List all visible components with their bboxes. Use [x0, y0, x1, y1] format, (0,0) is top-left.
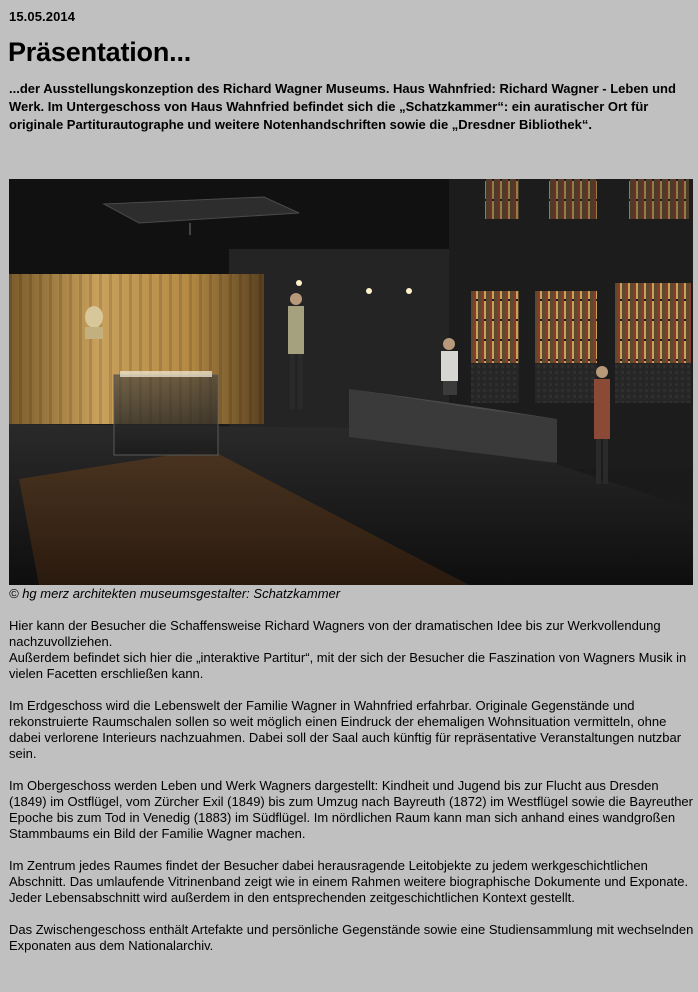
- body-paragraph: Das Zwischengeschoss enthält Artefakte und persönliche Gegenstände sowie eine Studiensammlung mit wechselnden Exponaten aus dem Nationalarchiv.: [9, 922, 694, 953]
- body-paragraph: Im Obergeschoss werden Leben und Werk Wagners dargestellt: Kindheit und Jugend bis zur Flucht aus Dresden (1849) im Ostflügel, vom Zürcher Exil (1849) bis zum Umzug nach Bayreuth (1872) im Westflügel sowie die Bayreuther Epoche bis zum Tod in Venedig (1883) im Südflügel. Im nördlichen Raum kann man sich anhand eines wandgroßen Stammbaums ein Bild der Familie Wagner machen.: [9, 778, 693, 841]
- body-paragraph: Im Zentrum jedes Raumes findet der Besucher dabei herausragende Leitobjekte zu jedem werkgeschichtlichen Abschnitt. Das umlaufende Vitrinenband zeigt wie in einem Rahmen weitere biographische Dokumente und Exponate. Jeder Lebensabschnitt wird außerdem in den entsprechenden zeitgeschichtlichen Kontext gestellt.: [9, 858, 689, 905]
- schatzkammer-image: [9, 179, 693, 585]
- image-caption: © hg merz architekten museumsgestalter: Schatzkammer: [9, 586, 341, 601]
- schatzkammer-illustration: [9, 179, 693, 585]
- body-paragraph-line: Hier kann der Besucher die Schaffensweise Richard Wagners von der dramatischen Idee bis zur Werkvollendung nachzuvollziehen.: [9, 618, 661, 649]
- article-lead: ...der Ausstellungskonzeption des Richard Wagner Museums. Haus Wahnfried: Richard Wagner - Leben und Werk. Im Untergeschoss von Haus Wahnfried befindet sich die „Schatzkammer“: ein auratischer Ort für originale Partiturautographe und weitere Notenhandschriften sowie die „Dresdner Bibliothek“.: [9, 81, 676, 132]
- article-date: 15.05.2014: [9, 9, 76, 24]
- body-paragraph-line: Außerdem befindet sich hier die „interaktive Partitur“, mit der sich der Besucher die Faszination von Wagners Musik in vielen Facetten erschließen kann.: [9, 650, 687, 681]
- body-paragraph: Im Erdgeschoss wird die Lebenswelt der Familie Wagner in Wahnfried erfahrbar. Originale Gegenstände und rekonstruierte Raumschalen sollen so weit möglich einen Eindruck der ehemaligen Wohnsituation vermitteln, ohne dabei verlorene Interieurs nachzuahmen. Dabei soll der Saal auch künftig für repräsentative Veranstaltungen nutzbar sein.: [9, 698, 682, 761]
- article-title: Präsentation...: [8, 37, 192, 67]
- body-paragraph: [9, 618, 695, 682]
- article-body: [9, 618, 695, 970]
